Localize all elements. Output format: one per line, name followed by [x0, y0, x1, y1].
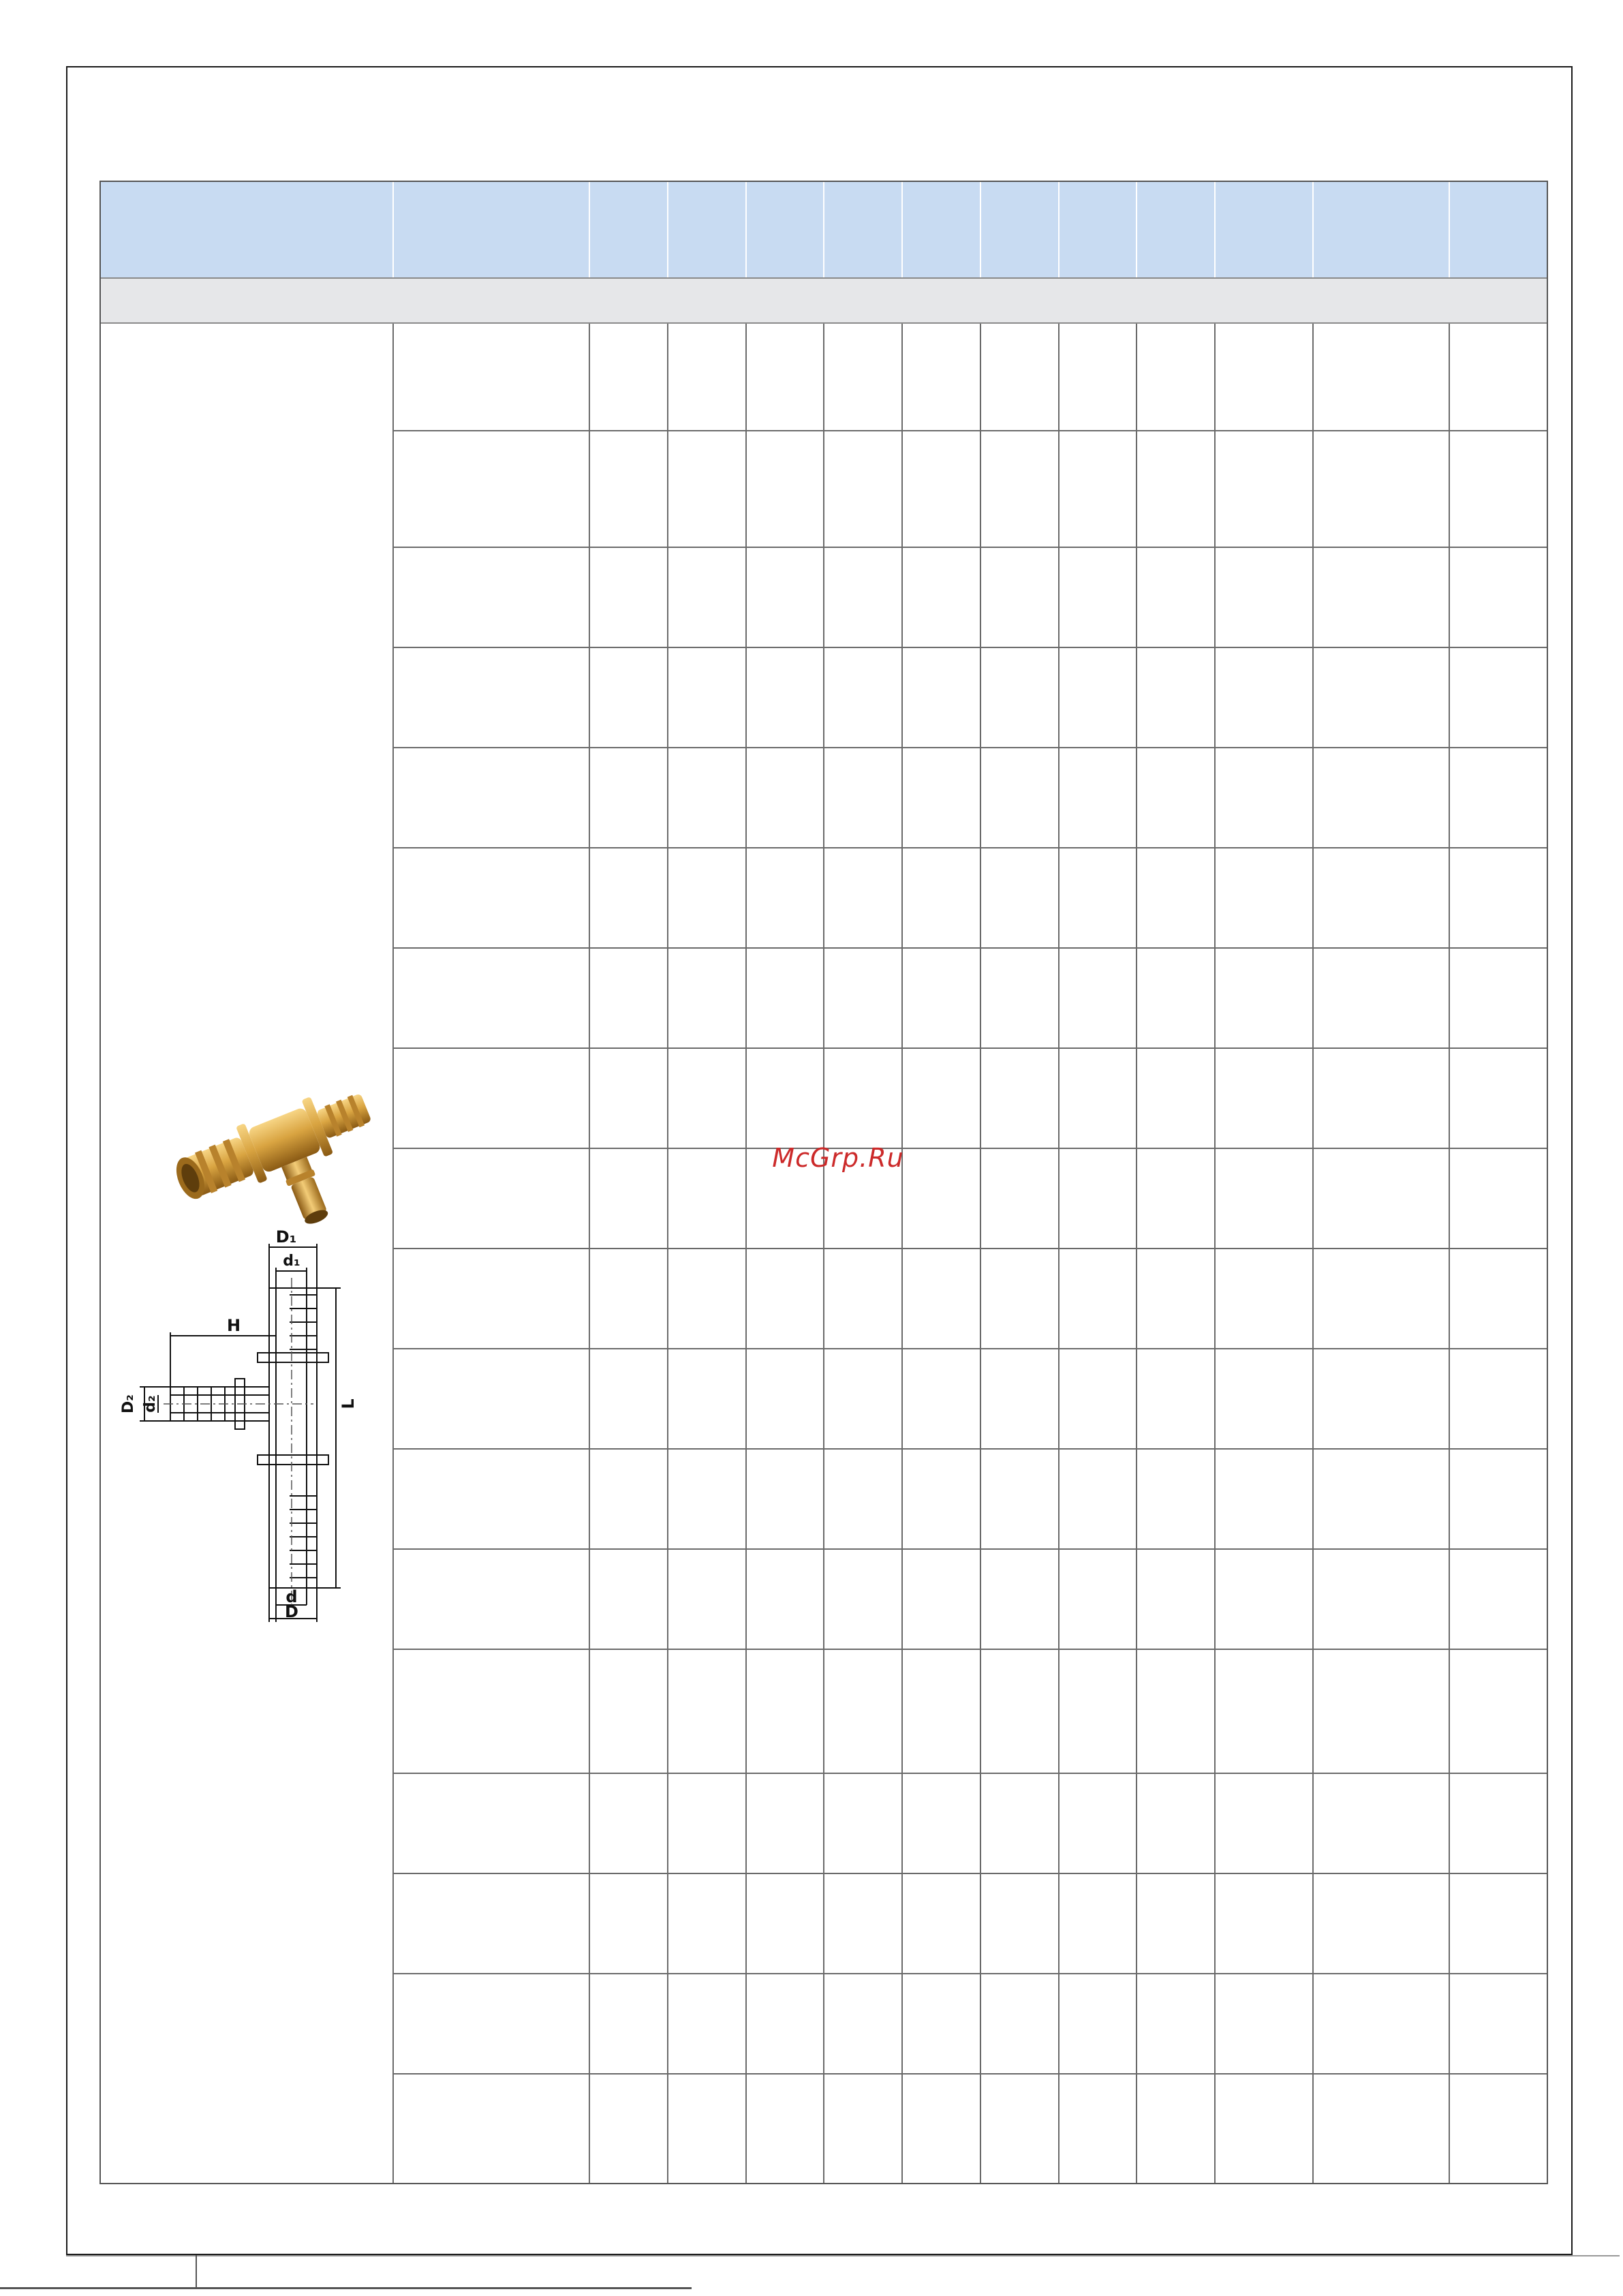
column-divider	[823, 324, 824, 2183]
column-divider	[980, 324, 981, 2183]
header-cell	[980, 182, 981, 277]
table-header-row	[101, 182, 1547, 277]
label-D: D	[285, 1602, 298, 1621]
table-row	[394, 1248, 1547, 1249]
page-number-tab	[66, 2255, 197, 2289]
header-cell	[1312, 182, 1314, 277]
table-row	[394, 647, 1547, 648]
label-D2: D₂	[120, 1394, 137, 1413]
column-divider	[1136, 324, 1137, 2183]
table-row	[394, 1448, 1547, 1450]
label-d2: d₂	[142, 1395, 159, 1413]
tee-technical-drawing	[109, 1223, 368, 1625]
table-row	[394, 747, 1547, 748]
watermark-text: McGrp.Ru	[772, 1143, 904, 1173]
footer-divider	[66, 2255, 1620, 2256]
label-D1: D₁	[275, 1227, 297, 1246]
header-cell	[1058, 182, 1060, 277]
table-row	[394, 947, 1547, 949]
table-row	[394, 1873, 1547, 1874]
column-divider	[589, 324, 590, 2183]
table-row	[394, 1148, 1547, 1149]
label-L: L	[339, 1398, 358, 1409]
header-cell	[589, 182, 590, 277]
header-cell	[1214, 182, 1216, 277]
table-row	[394, 2073, 1547, 2075]
column-divider	[745, 324, 747, 2183]
column-divider	[1449, 324, 1450, 2183]
label-H: H	[226, 1316, 241, 1335]
header-cell	[1449, 182, 1450, 277]
table-row	[394, 1548, 1547, 1550]
column-divider	[392, 324, 394, 2183]
header-cell	[745, 182, 747, 277]
section-title-row	[101, 277, 1547, 324]
header-cell	[823, 182, 824, 277]
brass-tee-photo	[157, 1043, 388, 1247]
table-row	[394, 1973, 1547, 1974]
header-cell	[392, 182, 394, 277]
header-cell	[901, 182, 903, 277]
column-divider	[1312, 324, 1314, 2183]
table-row	[394, 847, 1547, 848]
label-d1: d₁	[283, 1253, 300, 1270]
column-divider	[1058, 324, 1060, 2183]
table-row	[394, 1649, 1547, 1650]
footer-rule	[0, 2287, 692, 2289]
table-row	[394, 547, 1547, 548]
column-divider	[901, 324, 903, 2183]
column-divider	[1214, 324, 1216, 2183]
header-cell	[667, 182, 668, 277]
table-row	[394, 430, 1547, 431]
header-cell	[1136, 182, 1137, 277]
column-divider	[667, 324, 668, 2183]
table-row	[394, 1773, 1547, 1774]
table-row	[394, 1047, 1547, 1049]
label-d: d	[285, 1587, 298, 1606]
table-row	[394, 1348, 1547, 1349]
